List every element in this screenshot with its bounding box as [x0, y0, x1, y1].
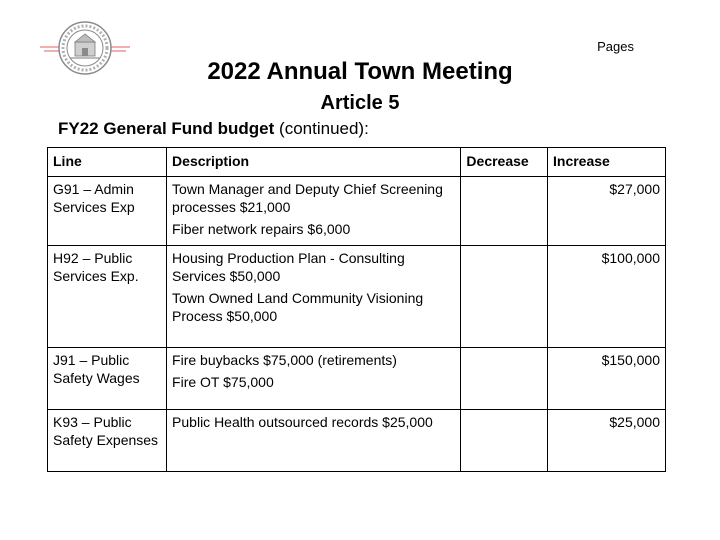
description-cell — [167, 246, 461, 348]
increase-cell: $27,000 — [548, 177, 666, 246]
decrease-cell — [461, 246, 548, 348]
header-increase: Increase — [548, 148, 666, 177]
heading-normal: (continued): — [279, 119, 369, 138]
description-line: Fire buybacks $75,000 (retirements) — [172, 352, 397, 368]
line-cell: H92 – Public Services Exp. — [48, 246, 167, 348]
header-description: Description — [167, 148, 461, 177]
description-cell — [167, 410, 461, 472]
description-line: Town Manager and Deputy Chief Screening processes $21,000 — [172, 181, 443, 215]
budget-table — [47, 147, 666, 472]
decrease-cell — [461, 177, 548, 246]
table-row — [48, 177, 666, 246]
table-row — [48, 246, 666, 348]
description-line: Public Health outsourced records $25,000 — [172, 414, 433, 430]
table-row — [48, 348, 666, 410]
description-line: Town Owned Land Community Visioning Process $50,000 — [172, 290, 424, 324]
line-cell: J91 – Public Safety Wages — [48, 348, 167, 410]
description-cell — [167, 177, 461, 246]
line-cell: K93 – Public Safety Expenses — [48, 410, 167, 472]
article-subtitle: Article 5 — [320, 92, 400, 114]
description-line: Fiber network repairs $6,000 — [172, 221, 351, 237]
table-row — [48, 410, 666, 472]
increase-cell: $100,000 — [548, 246, 666, 348]
section-heading — [58, 119, 369, 139]
description-line: Housing Production Plan - Consulting Services $50,000 — [172, 250, 405, 284]
description-line: Fire OT $75,000 — [172, 374, 274, 390]
heading-bold: FY22 General Fund budget — [58, 119, 275, 138]
page-label: Pages — [597, 39, 634, 54]
header-line: Line — [48, 148, 167, 177]
page-title: 2022 Annual Town Meeting — [207, 58, 513, 85]
header-decrease: Decrease — [461, 148, 548, 177]
decrease-cell — [461, 348, 548, 410]
table-header-row — [48, 148, 666, 177]
description-cell — [167, 348, 461, 410]
decrease-cell — [461, 410, 548, 472]
increase-cell: $25,000 — [548, 410, 666, 472]
increase-cell: $150,000 — [548, 348, 666, 410]
line-cell: G91 – Admin Services Exp — [48, 177, 167, 246]
